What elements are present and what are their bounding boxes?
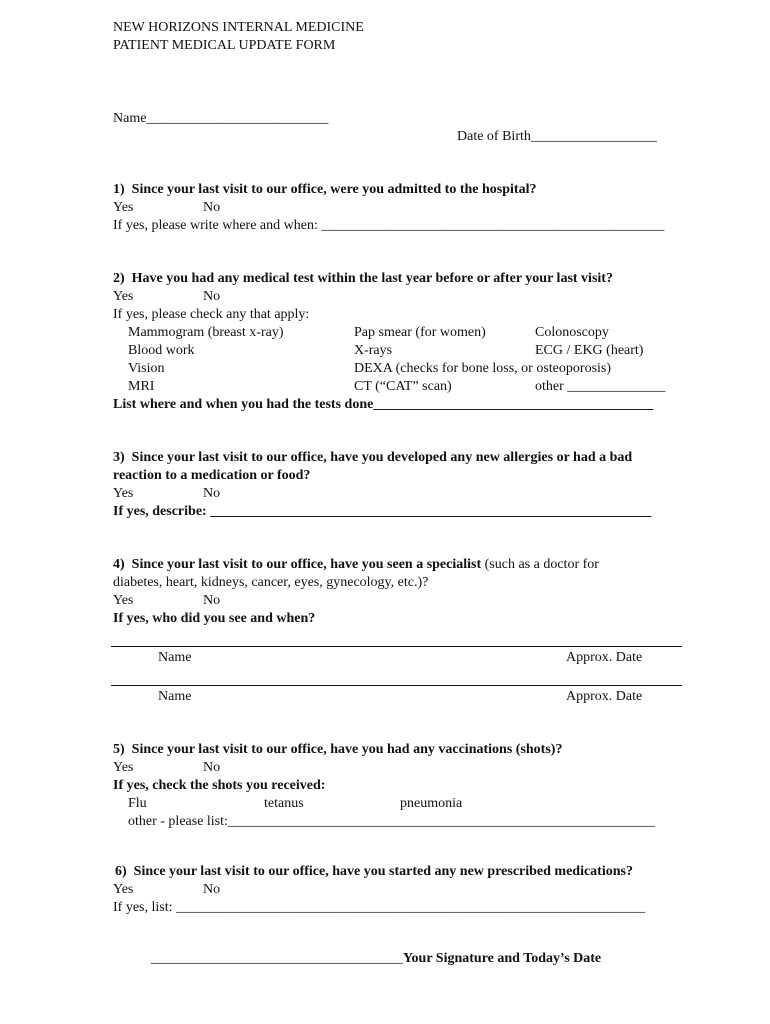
question-3-line-1: 3) Since your last visit to our office, have you developed any new allergies or had a bad — [113, 450, 633, 465]
signature-line[interactable] — [151, 950, 601, 968]
q4-followup: If yes, who did you see and when? — [113, 611, 316, 626]
q5-no-option[interactable]: No — [203, 760, 221, 775]
q6-no-option[interactable]: No — [203, 882, 221, 897]
shot-option-pneumonia[interactable]: pneumonia — [400, 796, 463, 811]
shot-option-tetanus[interactable]: tetanus — [264, 796, 304, 811]
test-option-other-field[interactable]: other ______________ — [535, 379, 666, 394]
test-option-x-rays[interactable]: X-rays — [354, 343, 393, 358]
test-option-ecg-ekg[interactable]: ECG / EKG (heart) — [535, 343, 644, 358]
patient-name-field[interactable]: Name__________________________ — [113, 111, 329, 126]
question-4-line-2: diabetes, heart, kidneys, cancer, eyes, gynecology, etc.)? — [113, 575, 429, 590]
test-option-blood-work[interactable]: Blood work — [128, 343, 195, 358]
question-1: 1) Since your last visit to our office, were you admitted to the hospital? — [113, 182, 537, 197]
question-4-bold-text: 4) Since your last visit to our office, have you seen a specialist — [113, 557, 482, 572]
date-of-birth-field[interactable]: Date of Birth__________________ — [457, 129, 657, 144]
q6-yes-option[interactable]: Yes — [113, 882, 134, 897]
specialist-entry-line-2[interactable] — [111, 685, 682, 686]
q1-no-option[interactable]: No — [203, 200, 221, 215]
question-5: 5) Since your last visit to our office, have you had any vaccinations (shots)? — [113, 742, 563, 757]
test-option-colonoscopy[interactable]: Colonoscopy — [535, 325, 609, 340]
signature-label: Your Signature and Today’s Date — [403, 951, 602, 966]
signature-blank[interactable]: ____________________________________ — [151, 951, 403, 966]
test-option-pap-smear[interactable]: Pap smear (for women) — [354, 325, 486, 340]
q3-no-option[interactable]: No — [203, 486, 221, 501]
q1-yes-option[interactable]: Yes — [113, 200, 134, 215]
question-3-line-2: reaction to a medication or food? — [113, 468, 311, 483]
q2-tests-where-when-field[interactable]: List where and when you had the tests done________________________________________ — [113, 397, 654, 412]
specialist-date-label: Approx. Date — [566, 689, 643, 704]
specialist-date-label: Approx. Date — [566, 650, 643, 665]
test-option-mammogram[interactable]: Mammogram (breast x-ray) — [128, 325, 284, 340]
test-option-dexa[interactable]: DEXA (checks for bone loss, or osteoporosis) — [354, 361, 612, 376]
test-option-mri[interactable]: MRI — [128, 379, 155, 394]
specialist-name-label: Name — [158, 689, 192, 704]
form-title: PATIENT MEDICAL UPDATE FORM — [113, 38, 336, 53]
specialist-name-label: Name — [158, 650, 192, 665]
clinic-name: NEW HORIZONS INTERNAL MEDICINE — [113, 20, 364, 35]
q2-instruction: If yes, please check any that apply: — [113, 307, 310, 322]
q2-yes-option[interactable]: Yes — [113, 289, 134, 304]
question-4-plain-text: (such as a doctor for — [481, 557, 599, 572]
q5-yes-option[interactable]: Yes — [113, 760, 134, 775]
question-4-line-1 — [113, 556, 599, 574]
q4-yes-option[interactable]: Yes — [113, 593, 134, 608]
shot-other-field[interactable]: other - please list:_____________________________________________________________ — [128, 814, 655, 829]
test-option-vision[interactable]: Vision — [128, 361, 165, 376]
q6-medications-field[interactable]: If yes, list: ___________________________________________________________________ — [113, 900, 645, 915]
question-6: 6) Since your last visit to our office, have you started any new prescribed medications? — [115, 864, 633, 879]
specialist-entry-line-1[interactable] — [111, 646, 682, 647]
shot-option-flu[interactable]: Flu — [128, 796, 147, 811]
q3-yes-option[interactable]: Yes — [113, 486, 134, 501]
q1-where-when-field[interactable]: If yes, please write where and when: _________________________________________________ — [113, 218, 665, 233]
q4-no-option[interactable]: No — [203, 593, 221, 608]
question-2: 2) Have you had any medical test within the last year before or after your last visit? — [113, 271, 613, 286]
q3-describe-field[interactable]: If yes, describe: _______________________________________________________________ — [113, 504, 652, 519]
q5-followup: If yes, check the shots you received: — [113, 778, 326, 793]
test-option-ct-scan[interactable]: CT (“CAT” scan) — [354, 379, 452, 394]
q2-no-option[interactable]: No — [203, 289, 221, 304]
